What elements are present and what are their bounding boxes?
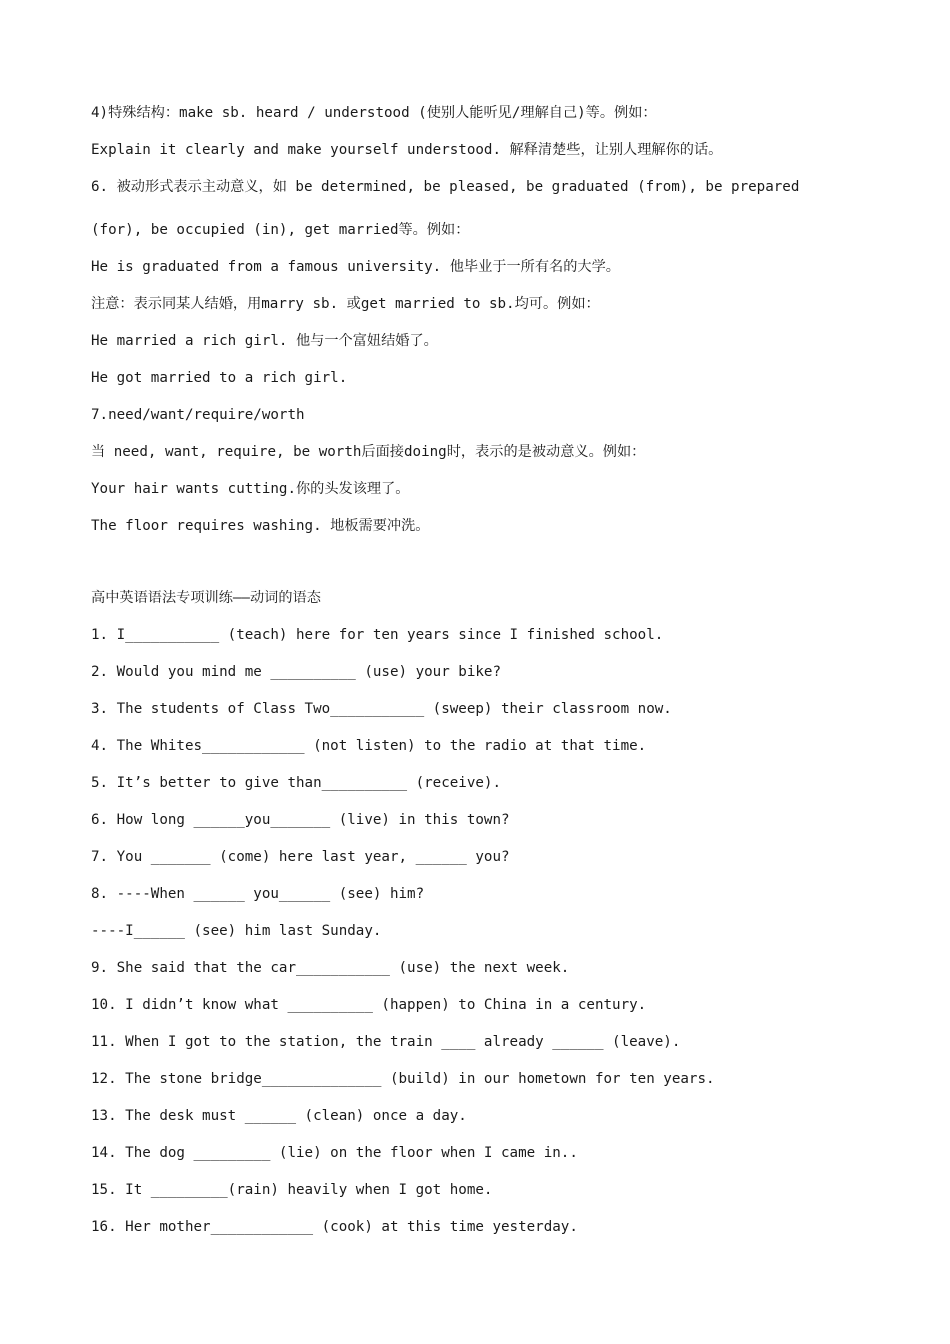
exercise-item: 10. I didn’t know what __________ (happen) to China in a century. [91, 997, 647, 1013]
exercise-item: 12. The stone bridge______________ (build) in our hometown for ten years. [91, 1071, 715, 1087]
note-line: He is graduated from a famous university. 他毕业于一所有名的大学。 [91, 259, 620, 275]
exercise-item: 5. It’s better to give than__________ (receive). [91, 775, 501, 791]
note-line: He got married to a rich girl. [91, 370, 348, 386]
note-line: Explain it clearly and make yourself understood. 解释清楚些，让别人理解你的话。 [91, 142, 723, 158]
exercise-item: 7. You _______ (come) here last year, ______ you? [91, 849, 510, 865]
exercise-item: 4. The Whites____________ (not listen) to the radio at that time. [91, 738, 647, 754]
exercise-title: 高中英语语法专项训练——动词的语态 [91, 590, 321, 606]
exercise-item: 9. She said that the car___________ (use) the next week. [91, 960, 570, 976]
exercise-item: 2. Would you mind me __________ (use) your bike? [91, 664, 501, 680]
exercise-item: 16. Her mother____________ (cook) at this time yesterday. [91, 1219, 578, 1235]
note-line: 7.need/want/require/worth [91, 407, 305, 423]
exercise-item: 8. ----When ______ you______ (see) him? [91, 886, 425, 902]
exercise-item: ----I______ (see) him last Sunday. [91, 923, 382, 939]
note-line: 注意：表示同某人结婚，用marry sb. 或get married to sb.均可。例如： [91, 296, 600, 312]
note-line: 当 need, want, require, be worth后面接doing时，表示的是被动意义。例如： [91, 444, 646, 460]
exercise-item: 13. The desk must ______ (clean) once a day. [91, 1108, 467, 1124]
exercise-item: 1. I___________ (teach) here for ten years since I finished school. [91, 627, 664, 643]
note-line: Your hair wants cutting.你的头发该理了。 [91, 481, 410, 497]
note-line: (for), be occupied (in), get married等。例如： [91, 222, 470, 238]
exercise-item: 14. The dog _________ (lie) on the floor when I came in.. [91, 1145, 578, 1161]
exercise-item: 11. When I got to the station, the train ____ already ______ (leave). [91, 1034, 681, 1050]
exercise-item: 3. The students of Class Two___________ (sweep) their classroom now. [91, 701, 672, 717]
exercise-item: 15. It _________(rain) heavily when I got home. [91, 1182, 493, 1198]
note-line: The floor requires washing. 地板需要冲洗。 [91, 518, 430, 534]
exercise-item: 6. How long ______you_______ (live) in this town? [91, 812, 510, 828]
note-line: 6. 被动形式表示主动意义，如 be determined, be pleased, be graduated (from), be prepared [91, 179, 800, 195]
note-line: 4)特殊结构：make sb. heard / understood (使别人能听见/理解自己)等。例如： [91, 105, 657, 121]
note-line: He married a rich girl. 他与一个富妞结婚了。 [91, 333, 438, 349]
